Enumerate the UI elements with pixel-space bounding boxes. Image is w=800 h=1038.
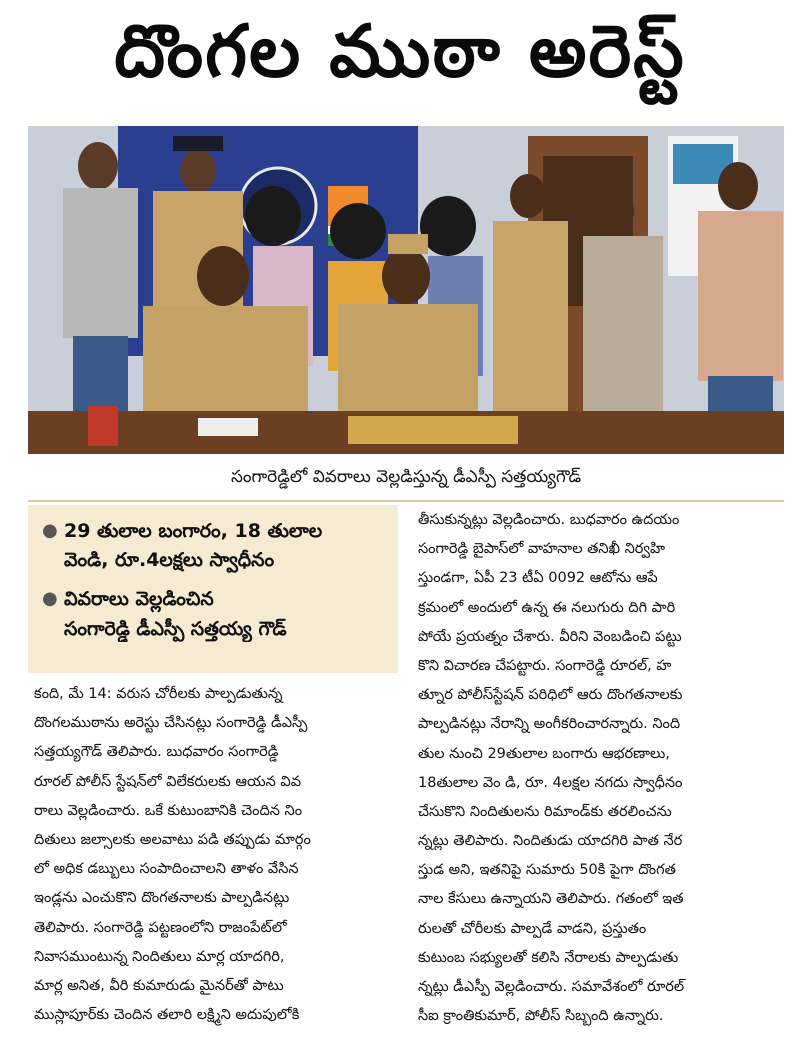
body-line: పోయే ప్రయత్నం చేశారు. వీరిని వెంబడించి పట్టు <box>418 628 682 645</box>
body-line: తుల నుంచి 29తులాల బంగారు ఆభరణాలు, <box>418 745 670 762</box>
highlight-text <box>64 515 322 573</box>
body-line: న్నట్లు డీఎస్పీ వెల్లడించారు. సమావేశంలో రూరల్ <box>418 979 685 995</box>
bullet-icon: ● <box>42 520 58 541</box>
highlights-box <box>28 505 398 673</box>
police-press-meet-illustration <box>28 126 784 454</box>
body-line: దొంగలముఠాను అరెస్టు చేసినట్లు సంగారెడ్డి డీఎస్పీ <box>34 715 308 732</box>
body-line: కంది, మే 14: వరుస చోరీలకు పాల్పడుతున్న <box>34 686 283 702</box>
body-line: ఇండ్లను ఎంచుకొని దొంగతనాలకు పాల్పడినట్లు <box>34 890 290 907</box>
headline: దొంగల ముఠా అరెస్ట్ <box>114 9 686 93</box>
highlight-item <box>42 515 384 573</box>
body-line: స్తుడ అని, ఇతనిపై సుమారు 50కి పైగా దొంగత <box>418 862 676 879</box>
body-line: సత్తయ్యగౌడ్ తెలిపారు. బుధవారం సంగారెడ్డి <box>34 744 279 761</box>
body-line: రూరల్ పోలీస్ స్టేషన్‌లో విలేకరులకు ఆయన వివ <box>34 773 302 790</box>
highlight-line: 29 తులాల బంగారం, 18 తులాల <box>64 520 323 542</box>
body-line: క్రమంలో అందులో ఉన్న ఈ నలుగురు దిగి పారి <box>418 599 676 616</box>
article-column-right <box>418 506 778 1031</box>
article-column-left <box>34 680 396 1030</box>
body-line: రులతో చోరీలకు పాల్పడే వాడని, ప్రస్తుతం <box>418 920 647 937</box>
body-line: తెలిపారు. సంగారెడ్డి పట్టణంలోని రాజంపేట్‌లో <box>34 919 287 936</box>
highlight-line: వెండి, రూ.4లక్షలు స్వాధీనం <box>64 549 275 572</box>
highlight-item <box>42 583 384 641</box>
body-line: కొని విచారణ చేపట్టారు. సంగారెడ్డి రూరల్, హ <box>418 657 672 674</box>
body-line: రాలు వెల్లడించారు. ఒకే కుటుంబానికి చెందిన నిం <box>34 802 303 819</box>
body-line: పాల్పడినట్లు నేరాన్ని అంగీకరించారన్నారు. నింది <box>418 716 681 733</box>
bullet-icon: ● <box>42 588 58 610</box>
body-line: చేసుకొని నిందితులను రిమాండ్‌కు తరలించను <box>418 803 672 820</box>
body-line: నివాసముంటున్న నిందితులు మార్ల యాదగిరి, <box>34 948 285 965</box>
body-line: న్నట్లు తెలిపారు. నిందితుడు యాదగిరి పాత నేర <box>418 833 683 850</box>
body-line: స్తుండగా, ఏపీ 23 టీఏ 0092 ఆటోను ఆపే <box>418 570 658 587</box>
body-line: దితులు జల్సాలకు అలవాటు పడి తప్పుడు మార్గం <box>34 831 311 848</box>
highlight-text <box>64 583 287 641</box>
body-line: లో అధిక డబ్బులు సంపాదించాలని తాళం వేసిన <box>34 861 299 878</box>
body-line: 18తులాల వెం డి, రూ. 4లక్షల నగదు స్వాధీనం <box>418 774 683 791</box>
highlight-line: సంగారెడ్డి డీఎస్పీ సత్తయ్య గౌడ్ <box>64 617 287 640</box>
body-line: సంగారెడ్డి బైపాస్‌లో వాహనాల తనిఖీ నిర్వహి <box>418 541 665 558</box>
highlight-line: వివరాలు వెల్లడించిన <box>64 588 214 611</box>
body-line: తీసుకున్నట్లు వెల్లడించారు. బుధవారం ఉదయం <box>418 512 680 528</box>
body-line: నాల కేసులు ఉన్నాయని తెలిపారు. గతంలో ఇత <box>418 891 684 908</box>
body-line: త్నూర పోలీస్‌స్టేషన్ పరిధిలో ఆరు దొంగతనాలకు <box>418 687 683 704</box>
photo-caption: సంగారెడ్డిలో వివరాలు వెల్లడిస్తున్న డీఎస్పీ సత్తయ్యగౌడ్ <box>28 458 784 502</box>
body-line: సీఐ క్రాంతికుమార్, పోలీస్ సిబ్బంది ఉన్నారు. <box>418 1008 664 1025</box>
body-line: మార్ల అనిత, వీరి కుమారుడు మైనర్‌తో పాటు <box>34 977 284 994</box>
body-line: కుటుంబ సభ్యులతో కలిసి నేరాలకు పాల్పడుతు <box>418 949 679 966</box>
news-photo <box>28 126 784 454</box>
body-line: ముస్లాపూర్‌కు చెందిన తలారి లక్ష్మిని అదుపులోకి <box>34 1007 300 1024</box>
